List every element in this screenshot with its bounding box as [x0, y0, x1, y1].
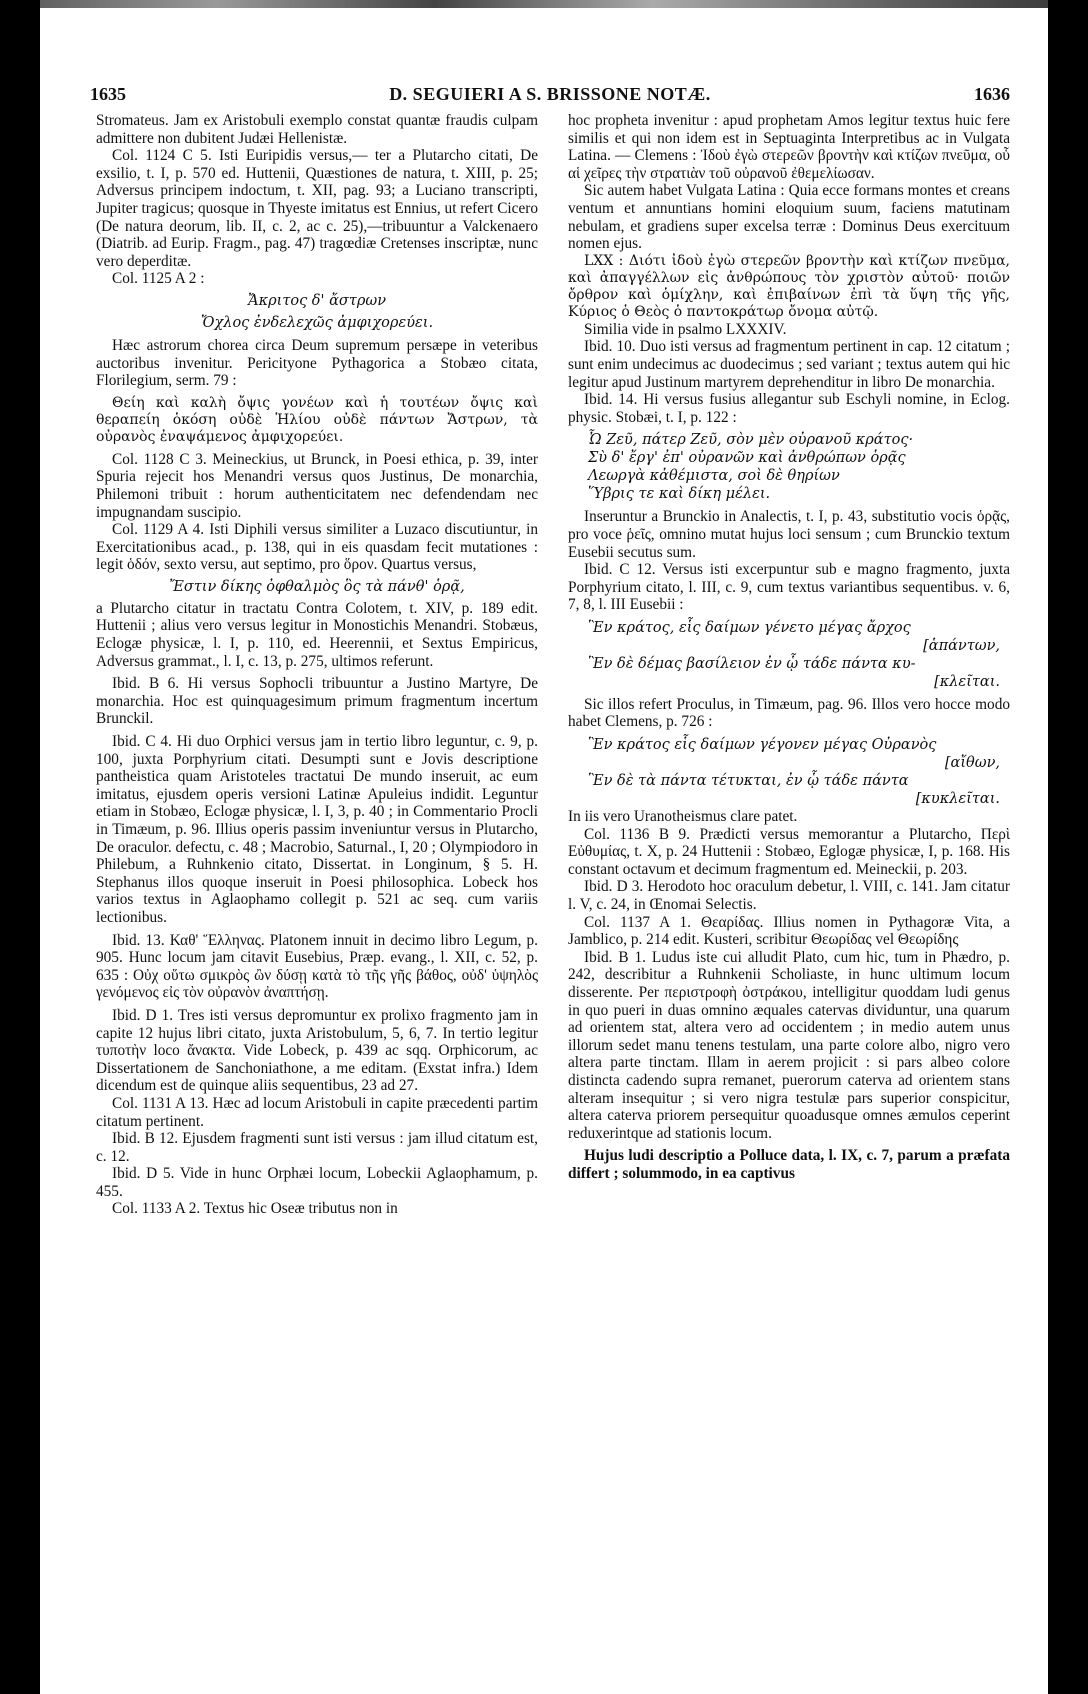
paragraph: Hæc astrorum chorea circa Deum supremum persæpe in veteribus auctoribus invenitur. Pericityone Pythagorica a Stobæo citata, Florilegium, serm. 79 :: [96, 336, 538, 390]
running-title: D. SEGUIERI A S. BRISSONE NOTÆ.: [389, 84, 711, 104]
paragraph: Sic autem habet Vulgata Latina : Quia ecce formans montes et creans ventum et annuntians homini eloquium suum, faciens matutinam nebulam, et gradiens super excelsa terræ : Dominus Deus exercituum nomen ejus.: [568, 182, 1010, 253]
paragraph: hoc propheta invenitur : apud prophetam Amos legitur textus huic fere similis et qui non idem est in Septuaginta Interpretibus ac in Vulgata Latina. — Clemens : Ἰδοὺ ἐγὼ στερεῶν βροντὴν καὶ κτίζων πνεῦμα, οὗ αἱ χεῖρες τὴν στρατιὰν τοῦ οὐρανοῦ ἐθεμελίωσαν.: [568, 112, 1010, 182]
paragraph: In iis vero Uranotheismus clare patet.: [568, 808, 798, 826]
greek-quotation: LXX : Διότι ἰδοὺ ἐγὼ στερεῶν βροντὴν καὶ κτίζων πνεῦμα, καὶ ἀπαγγέλλων εἰς ἀνθρώπους τὸν χριστὸν αὐτοῦ· ποιῶν ὄρθρον καὶ ὁμίχλην, καὶ ἐπιβαίνων ἐπὶ τὰ ὕψη τῆς γῆς, Κύριος ὁ Θεὸς ὁ παντοκράτωρ ὄνομα αὐτῷ.: [568, 252, 1010, 320]
paragraph: Ibid. D 5. Vide in hunc Orphæi locum, Lobeckii Aglaophamum, p. 455.: [96, 1165, 538, 1200]
paragraph: Similia vide in psalmo LXXXIV.: [584, 320, 787, 338]
verse-continuation: [κλεῖται.: [934, 673, 1000, 690]
verse-line: Σὺ δ' ἔργ' ἐπ' οὐρανῶν καὶ ἀνθρώπων ὁρᾷς: [588, 450, 906, 467]
paragraph: Col. 1129 A 4. Isti Diphili versus similiter a Luzaco discutiuntur, in Exercitationibus acad., p. 138, qui in eis quasdam fecit mutationes : legit ὁδόν, sexto versu, aut septimo, pro ὅρον. Quartus versus,: [96, 521, 538, 574]
paragraph: Hujus ludi descriptio a Polluce data, l. IX, c. 7, parum a præfata differt ; solummodo, in ea captivus: [568, 1147, 1010, 1182]
verse-line: Ὦ Ζεῦ, πάτερ Ζεῦ, σὸν μὲν οὐρανοῦ κράτος·: [588, 432, 914, 449]
paragraph: Ibid. B 12. Ejusdem fragmenti sunt isti versus : jam illud citatum est, c. 12.: [96, 1130, 538, 1165]
left-column: [96, 112, 538, 1682]
running-header: [90, 84, 1010, 106]
verse-continuation: [κυκλεῖται.: [915, 791, 1000, 808]
paragraph: Col. 1125 A 2 :: [112, 270, 205, 288]
paragraph: Stromateus. Jam ex Aristobuli exemplo constat quantæ fraudis culpam admittere non dubitent Judæi Hellenistæ.: [96, 112, 538, 147]
paragraph: a Plutarcho citatur in tractatu Contra Colotem, t. XIV, p. 189 edit. Huttenii ; alius vero versus legitur in Monostichis Menandri. Stobæus, Eclogæ physicæ, l. I, p. 110, ed. Heerennii, et Sextus Empiricus, Adversus grammat., l. I, c. 13, p. 275, ultimos referunt.: [96, 599, 538, 670]
paragraph: Ibid. D 3. Herodoto hoc oraculum debetur, l. VIII, c. 141. Jam citatur l. V, c. 24, in Œnomai Selectis.: [568, 878, 1010, 914]
paragraph: Ibid. 10. Duo isti versus ad fragmentum pertinent in cap. 12 citatum ; sunt enim undecimus ac duodecimus ; sed variant ; textus autem qui hic legitur apud Justinum martyrem deprehenditur in libro De monarchia.: [568, 338, 1010, 391]
page-number-right: 1636: [974, 84, 1010, 104]
verse-line: Ἓν κράτος εἷς δαίμων γέγονεν μέγας Οὐρανὸς: [588, 737, 937, 754]
verse-line: Λεωργὰ κἀθέμιστα, σοὶ δὲ θηρίων: [588, 468, 840, 485]
paragraph: Ibid. C 12. Versus isti excerpuntur sub e magno fragmento, juxta Porphyrium citato, l. III, c. 9, cum textus variantibus sequentibus. v. 6, 7, 8, l. III Eusebii :: [568, 561, 1010, 614]
verse-line: Ἓν κράτος, εἷς δαίμων γένετο μέγας ἄρχος: [588, 619, 911, 636]
paragraph: Ibid. 13. Καθ' Ἕλληνας. Platonem innuit in decimo libro Legum, p. 905. Hunc locum jam citavit Eusebius, Præp. evang., l. XII, c. 52, p. 635 : Οὐχ οὕτω σμικρὸς ὢν δύσῃ κατὰ τὸ τῆς γῆς βάθος, οὐδ' ὑψηλὸς γενόμενος εἰς τὸν οὐρανὸν ἀναπτήσῃ.: [96, 931, 538, 1002]
scan-left-border: [0, 0, 40, 1694]
verse-line: Ἔστιν δίκης ὀφθαλμὸς ὃς τὰ πάνθ' ὁρᾷ,: [169, 578, 465, 595]
paragraph: Ibid. B 1. Ludus iste cui alludit Plato, cum hic, tum in Phædro, p. 242, describitur a Ruhnkenii Scholiaste, in hunc ultimum locum disserente. Per περιστροφὴ ὀστράκου, intelligitur quoddam ludi genus in quo pueri in duas omnino æquales catervas dividuntur, una quarum ad orientem stat, altera vero ad occidentem ; in medio autem unus illorum sedet manu tenens testulam, una parte colore albo, nigro vero altera parte tinctam. Illam in aerem projicit : si pars albeo colore distincta cadendo supra remanet, puerorum caterva ad orientem stans alteram insequitur ; si vero nigra testulæ pars superior conspicitur, altera caterva priorem persequitur quoadusque omnes æmulos ceperint reduxerintque ad stationis locum.: [568, 948, 1010, 1142]
verse-line: Ἓν δὲ τὰ πάντα τέτυκται, ἐν ᾧ τάδε πάντα: [588, 773, 909, 790]
paragraph: Ibid. C 4. Hi duo Orphici versus jam in tertio libro leguntur, c. 9, p. 100, juxta Porphyrium citati. Desumpti sunt e Jovis descriptione pantheistica quam Aristoteles tractatui De mundo inseruit, ac eum imitatus, ejusdem operis versioni Latinæ Apuleius indidit. Leguntur etiam in Stobæo, Eclogæ physicæ, l. I, 3, p. 40 ; in Commentario Procli in Timæum, p. 96. Illius operis passim inveniuntur versus in Plutarcho, De oraculor. defectu, c. 48 ; Macrobio, Saturnal., I, 20 ; Olympiodoro in Philebum, a Ruhnkenio citato, Dissertat. in Longinum, § 5. H. Stephanus illos quoque inseruit in Poesi philosophica. Lobeck hos varios textus in Aglaophamo collegit p. 521 ac seq. cum variis lectionibus.: [96, 733, 538, 926]
right-column: [568, 112, 1010, 1682]
verse-continuation: [ἁπάντων,: [923, 637, 1000, 654]
paragraph: Ibid. B 6. Hi versus Sophocli tribuuntur a Justino Martyre, De monarchia. Hoc est quinquagesimum primum fragmentum incertum Brunckil.: [96, 675, 538, 728]
greek-quotation: Θείη καὶ καλὴ ὄψις γονέων καὶ ἡ τουτέων ὄψις καὶ θεραπείη ὁκόση οὐδὲ Ἡλίου οὐδὲ πάντων Ἄστρων, τὰ οὐρανὸς ἐναψάμενος ἀμφιχορεύει.: [96, 394, 538, 445]
paragraph: Col. 1136 B 9. Prædicti versus memorantur a Plutarcho, Περὶ Εὐθυμίας, t. X, p. 24 Huttenii : Stobæo, Eglogæ physicæ, I, p. 168. His constant octavum et decimum fragmentum ed. Meineckii, p. 203.: [568, 825, 1010, 878]
paragraph: Ibid. 14. Hi versus fusius allegantur sub Eschyli nomine, in Eclog. physic. Stobæi, t. I, p. 122 :: [568, 391, 1010, 426]
verse-continuation: [αἴθων,: [944, 755, 1000, 772]
page-number-left: 1635: [90, 84, 126, 104]
paragraph: Inseruntur a Brunckio in Analectis, t. I, p. 43, substitutio vocis ὁρᾷς, pro voce ῥεῖς, omnino mutat hujus loci sensum ; cum Brunckio textum Eusebii secutus sum.: [568, 508, 1010, 561]
paragraph: Col. 1131 A 13. Hæc ad locum Aristobuli in capite præcedenti partim citatum pertinent.: [96, 1094, 538, 1130]
verse-line: Ἄκριτος δ' ἄστρων: [247, 292, 387, 309]
paragraph: Col. 1133 A 2. Textus hic Oseæ tributus non in: [112, 1200, 398, 1218]
paragraph: Col. 1137 A 1. Θεαρίδας. Illius nomen in Pythagoræ Vita, a Jamblico, p. 214 edit. Kusteri, scribitur Θεωρίδας vel Θεωρίδης: [568, 913, 1010, 949]
scan-right-border: [1048, 0, 1088, 1694]
verse-line: Ὕβρις τε καὶ δίκη μέλει.: [588, 486, 771, 503]
paragraph: Ibid. D 1. Tres isti versus depromuntur ex prolixo fragmento jam in capite 12 hujus libri citato, juxta Aristobulum, 5, 6, 7. In tertio legitur τυποτὴν loco ἄνακτα. Vide Lobeck, p. 439 ac sqq. Orphicorum, ac Dissertationem de Sanchoniathone, a me editam. (Exstat infra.) Idem dicendum est de quinque aliis sequentibus, 23 ad 27.: [96, 1006, 538, 1095]
paragraph: Col. 1128 C 3. Meineckius, ut Brunck, in Poesi ethica, p. 39, inter Spuria rejecit hos Menandri versus quos Justinus, De monarchia, Philemoni tribuit : horum authenticitatem nec defendendam nec impugnandam suscipio.: [96, 450, 538, 521]
scan-top-edge: [0, 0, 1088, 8]
verse-line: Ἓν δὲ δέμας βασίλειον ἐν ᾧ τάδε πάντα κυ-: [588, 655, 916, 672]
paragraph: Sic illos refert Proculus, in Timæum, pag. 96. Illos vero hocce modo habet Clemens, p. 726 :: [568, 695, 1010, 731]
paragraph: Col. 1124 C 5. Isti Euripidis versus,— ter a Plutarcho citati, De exsilio, t. I, p. 570 ed. Huttenii, Quæstiones de natura, t. XIII, p. 25; Adversus principem indoctum, t. XII, pag. 93; a Luciano transcripti, Jupiter tragicus; quosque in Thyeste imitatus est Ennius, ut refert Cicero (De natura deorum, lib. II, c. 2, ac c. 25),—tribuuntur a Valckenaero (Diatrib. ad Eurip. Fragm., pag. 47) tragœdiæ Cretenses inscriptæ, nunc vero deperditæ.: [96, 147, 538, 270]
verse-line: Ὄχλος ἐνδελεχῶς ἀμφιχορεύει.: [200, 314, 434, 331]
